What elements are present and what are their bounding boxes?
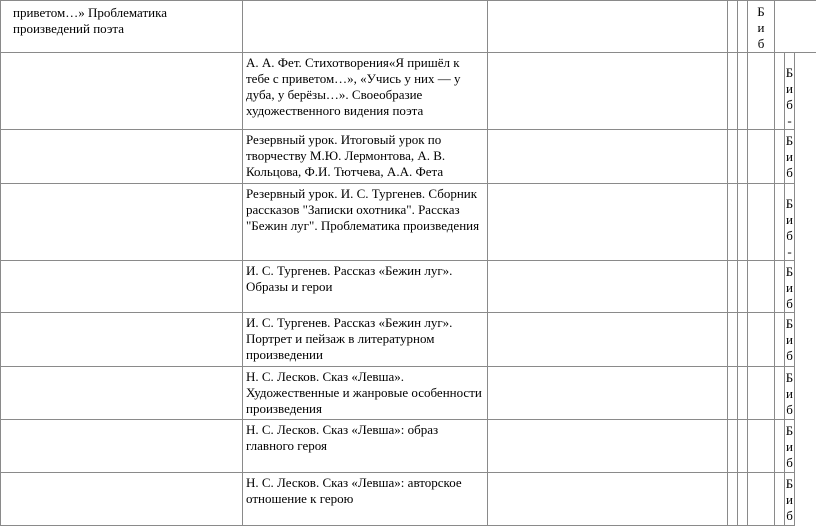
narrow-cell [738, 420, 748, 473]
lesson-topic: Резервный урок. Итоговый урок по творчеству М.Ю. Лермонтова, А. В. Кольцова, Ф.И. Тютчева, А.А. Фета [243, 130, 487, 180]
resource-letter: Б [785, 65, 794, 81]
empty-cell [488, 1, 728, 53]
narrow-cell [728, 130, 738, 184]
narrow-cell [775, 184, 785, 261]
table-row [1, 420, 816, 473]
resource-letter: и [785, 332, 794, 348]
resource-letter: Б [785, 316, 794, 332]
resource-letter: Б [785, 196, 794, 212]
topic-text: приветом…» Проблематика произведений поэта [1, 1, 242, 37]
narrow-cell [748, 367, 775, 420]
narrow-cell [748, 130, 775, 184]
table-row [1, 1, 816, 53]
narrow-cell [775, 130, 785, 184]
table-row [1, 313, 816, 367]
narrow-cell [728, 184, 738, 261]
empty-cell [488, 420, 728, 473]
resource-letter: Б [748, 4, 774, 20]
resource-letter: - [785, 244, 794, 260]
table-row [1, 473, 816, 526]
resource-cell [785, 367, 795, 420]
resource-letter: и [785, 212, 794, 228]
table-row [1, 367, 816, 420]
empty-cell [1, 53, 243, 130]
narrow-cell [775, 313, 785, 367]
resource-cell [785, 313, 795, 367]
lesson-cell [243, 473, 488, 526]
resource-letter: б [785, 165, 794, 181]
resource-letter: б [785, 348, 794, 364]
lesson-topic: И. С. Тургенев. Рассказ «Бежин луг». Портрет и пейзаж в литературном произведении [243, 313, 487, 363]
empty-cell [488, 261, 728, 313]
lesson-cell [243, 367, 488, 420]
narrow-cell [775, 261, 785, 313]
narrow-cell [748, 473, 775, 526]
resource-letter: - [785, 113, 794, 129]
resource-letter: и [785, 280, 794, 296]
resource-letter: б [785, 228, 794, 244]
resource-letter: и [748, 20, 774, 36]
resource-cell [785, 53, 795, 130]
empty-cell [1, 130, 243, 184]
resource-letter: Б [785, 264, 794, 280]
narrow-cell [738, 473, 748, 526]
empty-cell [1, 261, 243, 313]
narrow-cell [748, 313, 775, 367]
empty-cell [775, 1, 816, 53]
resource-cell [785, 420, 795, 473]
lesson-topic: А. А. Фет. Стихотворения«Я пришёл к тебе с приветом…», «Учись у них — у дуба, у берёзы…». Своеобразие художественного видения поэта [243, 53, 487, 119]
lesson-topic: Н. С. Лесков. Сказ «Левша». Художественные и жанровые особенности произведения [243, 367, 487, 417]
narrow-cell [738, 130, 748, 184]
narrow-cell [748, 420, 775, 473]
empty-cell [1, 367, 243, 420]
resource-letter: б [785, 402, 794, 418]
lesson-topic: Н. С. Лесков. Сказ «Левша»: образ главного героя [243, 420, 487, 454]
resource-letter: б [785, 97, 794, 113]
resource-cell [785, 130, 795, 184]
empty-cell [1, 420, 243, 473]
resource-letter: Б [785, 476, 794, 492]
lesson-topic: И. С. Тургенев. Рассказ «Бежин луг». Образы и герои [243, 261, 487, 295]
narrow-cell [738, 313, 748, 367]
lesson-cell [243, 53, 488, 130]
narrow-cell [728, 313, 738, 367]
narrow-cell [748, 261, 775, 313]
narrow-cell [775, 420, 785, 473]
resource-letter: б [785, 296, 794, 312]
resource-cell [748, 1, 775, 53]
empty-cell [1, 473, 243, 526]
empty-cell [488, 473, 728, 526]
empty-cell [1, 184, 243, 261]
empty-cell [488, 130, 728, 184]
resource-letter: и [785, 149, 794, 165]
lesson-topic: Резервный урок. И. С. Тургенев. Сборник рассказов "Записки охотника". Рассказ "Бежин луг". Проблематика произведения [243, 184, 487, 234]
lesson-cell [243, 313, 488, 367]
narrow-cell [738, 367, 748, 420]
table-row [1, 130, 816, 184]
narrow-cell [748, 184, 775, 261]
resource-letter: б [785, 455, 794, 471]
narrow-cell [738, 53, 748, 130]
resource-letter: Б [785, 423, 794, 439]
resource-letter: б [748, 36, 774, 52]
narrow-cell [738, 1, 748, 53]
resource-letter: б [785, 508, 794, 524]
narrow-cell [728, 367, 738, 420]
resource-letter: Б [785, 133, 794, 149]
lesson-cell [243, 130, 488, 184]
lesson-cell [243, 184, 488, 261]
resource-cell [785, 184, 795, 261]
narrow-cell [748, 53, 775, 130]
resource-letter: и [785, 492, 794, 508]
topic-cell [1, 1, 243, 53]
narrow-cell [728, 473, 738, 526]
lesson-cell [243, 261, 488, 313]
narrow-cell [738, 184, 748, 261]
resource-letter: и [785, 439, 794, 455]
lesson-topic: Н. С. Лесков. Сказ «Левша»: авторское отношение к герою [243, 473, 487, 507]
resource-letter: и [785, 81, 794, 97]
resource-cell [785, 473, 795, 526]
narrow-cell [775, 53, 785, 130]
empty-cell [488, 367, 728, 420]
narrow-cell [775, 473, 785, 526]
resource-cell [785, 261, 795, 313]
narrow-cell [728, 53, 738, 130]
narrow-cell [728, 1, 738, 53]
narrow-cell [738, 261, 748, 313]
empty-cell [1, 313, 243, 367]
table-row [1, 184, 816, 261]
lesson-cell [243, 420, 488, 473]
empty-cell [488, 53, 728, 130]
narrow-cell [728, 261, 738, 313]
empty-cell [488, 313, 728, 367]
empty-cell [243, 1, 488, 53]
empty-cell [488, 184, 728, 261]
table-row [1, 261, 816, 313]
narrow-cell [775, 367, 785, 420]
resource-letter: и [785, 386, 794, 402]
resource-letter: Б [785, 370, 794, 386]
table-body [1, 1, 816, 526]
narrow-cell [728, 420, 738, 473]
table-row [1, 53, 816, 130]
